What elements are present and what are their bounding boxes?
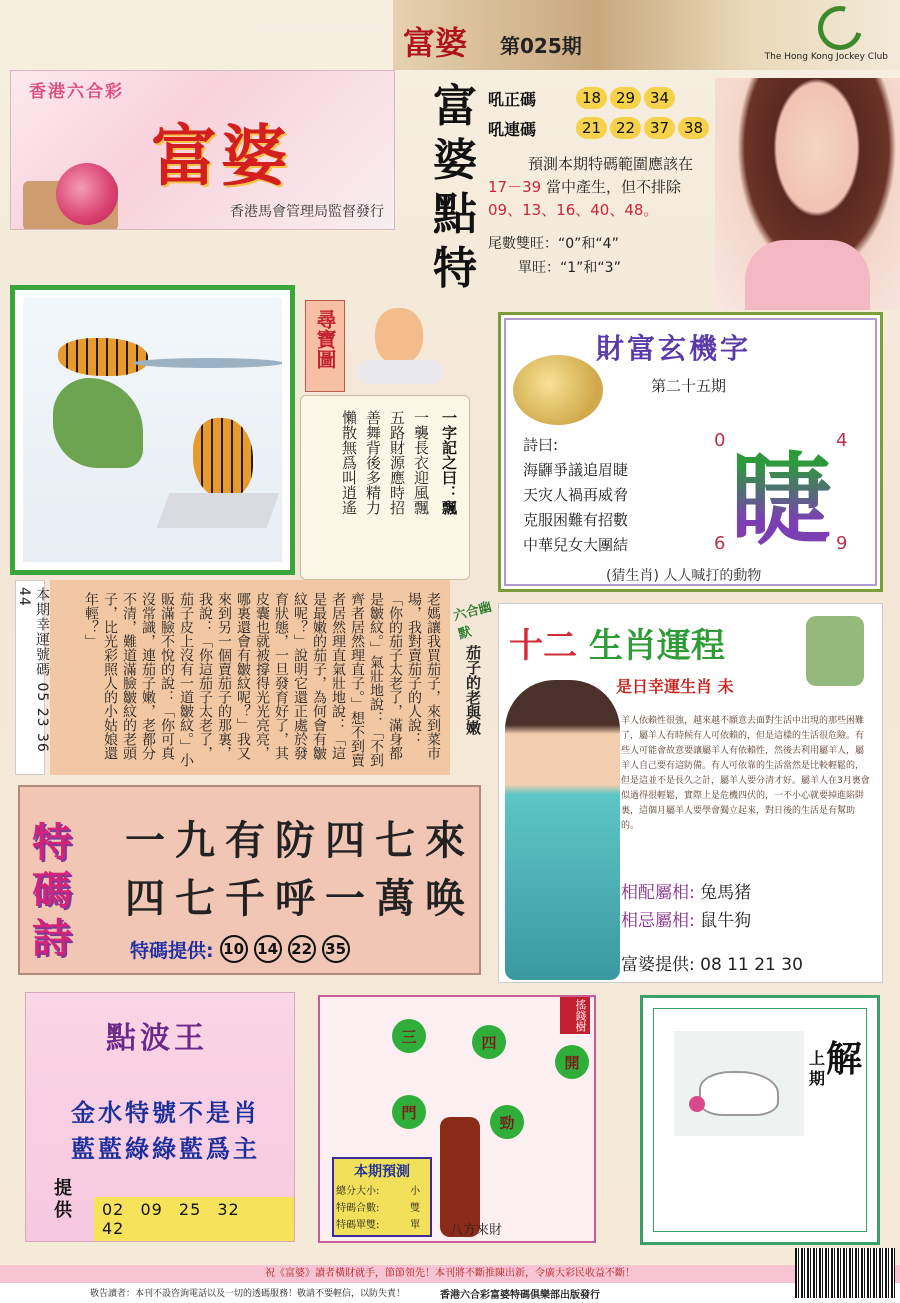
lucky-numbers-text [16, 587, 52, 774]
fortune-char: 特 [433, 243, 477, 294]
corner-number: 4 [836, 430, 848, 451]
lucky-numbers-box [15, 580, 50, 775]
wealth-riddle-box [498, 312, 883, 592]
wealth-issue: 第二十五期 [651, 377, 727, 395]
poem-title: 詩曰: [523, 436, 559, 454]
forecast-key: 特碼單雙: [336, 1220, 380, 1231]
clash-label: 相忌屬相: [621, 911, 695, 931]
logo-tagline: 香港六合彩 [29, 82, 124, 102]
cherub-body [375, 308, 423, 364]
riddle-big-character: 睫 [731, 420, 831, 564]
logo-title: 富婆 [151, 117, 291, 195]
ball-image [689, 1096, 705, 1112]
table-row [334, 1198, 430, 1215]
treasure-illustration [23, 298, 282, 562]
model-photo-top [715, 78, 900, 310]
forecast-key: 總分大小: [336, 1186, 380, 1197]
number-ball: 34 [644, 87, 675, 109]
poem-line-1: 一九有防四七來 [125, 817, 475, 864]
forecast-value: 雙 [410, 1203, 421, 1214]
corner-number: 9 [836, 533, 848, 554]
special-code-poem [18, 785, 481, 975]
footer-bar [0, 1283, 900, 1303]
last-issue-label: 上期 [809, 1049, 826, 1088]
cloud-shape [357, 360, 443, 384]
tree-ball: 勁 [490, 1105, 524, 1139]
wave-number: 32 [217, 1200, 240, 1219]
answer-label: 解 [826, 1038, 863, 1080]
riddle-hint: (猜生肖) 人人喊打的動物 [606, 568, 762, 584]
riddle-inner-frame [653, 1008, 867, 1232]
tree-ball: 四 [472, 1025, 506, 1059]
zodiac-description: 羊人依賴性很強，越來越不願意去面對生活中出現的那些困難了，屬羊人有時候有人可依賴的，但是這樣的生活很危險。有些人可能會故意要讓屬羊人有依賴性，然後去利用屬羊人，屬羊人自己要有這防備。有人可依靠的生活當然是比較輕鬆的，但是這並不是長久之計，屬羊人要分清才好。屬羊人在3月裏會似過得很輕鬆，實際上是危機四伏的，一不小心就要掉進陷阱裏，這個月屬羊人要學會獨立起來，對日後的生活是有幫助的。 [621, 716, 870, 831]
number-ball: 18 [576, 87, 607, 109]
coins-image [513, 355, 603, 425]
footer-banner [0, 1265, 900, 1283]
wave-provider-label: 提供 [54, 1178, 72, 1221]
treasure-label-box [305, 300, 345, 392]
lucky-label: 本期幸運號碼 [34, 587, 50, 677]
provider-numbers: 08 11 21 30 [700, 955, 803, 975]
poem-line: 一襲長衣迎風飄 [412, 410, 430, 515]
poem-line: 克服困難有招數 [523, 511, 629, 529]
fortune-char: 婆 [433, 135, 477, 186]
lion-image [193, 418, 253, 498]
prediction-range: 17－39 [488, 178, 542, 196]
footer-banner-text: 祝《富婆》讀者橫財就手，節節領先！本刊將不斷推陳出新，令廣大彩民收益不斷！ [265, 1268, 635, 1279]
model-photo-zodiac [505, 680, 620, 980]
shake-tree-label: 搖錢樹 [560, 997, 590, 1034]
wealth-title: 財富玄機字 [596, 332, 752, 365]
treasure-label: 尋寶圖 [313, 309, 337, 369]
circled-number: 10 [220, 935, 248, 963]
humor-story [50, 580, 450, 775]
paper-title: 富婆 [403, 24, 468, 62]
barcode-icon [795, 1248, 895, 1298]
logo-panel [10, 70, 395, 230]
zodiac-provider [621, 950, 803, 975]
table-row [334, 1181, 430, 1198]
wave-king-panel [25, 992, 295, 1242]
provider-label: 富婆提供: [621, 955, 695, 975]
poem-heading: 一字記之曰：飄 [440, 410, 458, 515]
stone-slab [157, 493, 280, 528]
main-numbers-label: 吼正碼 [488, 89, 537, 109]
wave-line-1: 金水特號不是肖 [71, 1099, 260, 1127]
tree-ball: 門 [392, 1095, 426, 1129]
zodiac-title-b: 生肖運程 [588, 626, 725, 666]
table-row [334, 1215, 430, 1232]
fortune-char: 富 [433, 81, 477, 132]
forecast-key: 特碼合數: [336, 1203, 380, 1214]
wave-number: 02 [102, 1200, 125, 1219]
side-char: 特 [32, 820, 72, 866]
number-ball: 22 [610, 117, 641, 139]
treasure-poem-scroll [300, 395, 470, 580]
fortune-vertical-title [425, 80, 485, 296]
dress-shape [745, 240, 870, 310]
circled-number: 35 [322, 935, 350, 963]
poem-line: 善舞背後多精力 [364, 410, 382, 515]
corner-number: 6 [714, 533, 726, 554]
tree-caption: 八方來財 [450, 1223, 503, 1238]
clash-value: 鼠牛狗 [700, 911, 752, 931]
prediction-line: 當中產生，但不排除 [545, 178, 681, 196]
rose-image [56, 163, 118, 225]
circled-number: 22 [288, 935, 316, 963]
combo-numbers-label: 吼連碼 [488, 119, 537, 139]
wave-number: 25 [178, 1200, 202, 1219]
zodiac-title-a: 十二 [509, 626, 577, 666]
number-ball: 29 [610, 87, 641, 109]
number-ball: 21 [576, 117, 607, 139]
wave-numbers [94, 1197, 294, 1241]
riddle-picture [674, 1031, 804, 1136]
issue-number: 第025期 [500, 34, 582, 58]
poem-line: 懶散無爲叫逍遙 [340, 410, 358, 515]
lucky-zodiac-line: 是日幸運生肖 未 [616, 677, 734, 696]
poem-line: 五路財源應時招 [388, 410, 406, 515]
side-char: 碼 [32, 868, 72, 914]
poem-line: 天灾人禍再威脅 [523, 486, 629, 504]
logo-publisher: 香港馬會管理局監督發行 [230, 204, 384, 220]
poem-line-2: 四七千呼一萬唤 [125, 875, 475, 922]
corner-number: 0 [714, 430, 726, 451]
money-tree-panel [318, 995, 596, 1243]
forecast-table [334, 1181, 430, 1232]
story-title-block [451, 599, 494, 775]
forecast-title: 本期預測 [354, 1164, 410, 1180]
match-label: 相配屬相: [621, 883, 695, 903]
wave-line-2: 藍藍綠綠藍爲主 [71, 1135, 260, 1163]
match-value: 兔馬猪 [700, 883, 752, 903]
tree-ball: 開 [555, 1045, 589, 1079]
tiger-image [58, 338, 148, 376]
lucky-numbers: 05 23 36 44 [16, 587, 50, 753]
number-ball: 37 [644, 117, 675, 139]
poem-side-title [30, 819, 74, 963]
wave-number: 42 [102, 1219, 125, 1238]
story-tag: 六合幽默 [451, 599, 494, 643]
forecast-value: 單 [410, 1220, 421, 1231]
zodiac-title [509, 618, 725, 667]
money-fist-icon [806, 616, 864, 686]
rock-image [53, 378, 143, 468]
poem-line: 海鼲爭議追眉睫 [523, 461, 629, 479]
tree-ball: 三 [392, 1019, 426, 1053]
tails-double: 尾數雙旺：“0”和“4” [488, 236, 619, 252]
club-name: The Hong Kong Jockey Club [764, 52, 888, 62]
cherub-image [355, 288, 445, 388]
prediction-exceptions: 09、13、16、40、48。 [488, 201, 659, 219]
number-ball: 38 [678, 117, 709, 139]
poem-provider-label: 特碼提供: [130, 939, 214, 962]
circled-number: 14 [254, 935, 282, 963]
footer-notice: 敬告讀者：本刊不設咨詢電話以及一切的透碼服務！敬請不要輕信，以防失責！ [90, 1289, 406, 1299]
prediction-line: 預測本期特碼範圍應該在 [528, 155, 694, 173]
tails-single: 單旺：“1”和“3” [518, 260, 621, 276]
bear-image [699, 1071, 779, 1116]
story-title: 茄子的老與嫩 [464, 645, 482, 735]
mountain-line [133, 358, 282, 368]
poem-provider [130, 935, 350, 963]
footer-publisher: 香港六合彩富婆特碼俱樂部出版發行 [440, 1290, 600, 1301]
header-banner [393, 0, 900, 70]
wave-title: 點波王 [106, 1021, 208, 1056]
forecast-value: 小 [410, 1186, 421, 1197]
fortune-char: 點 [433, 189, 477, 240]
treasure-map-frame [10, 285, 295, 575]
last-issue-answer [640, 995, 880, 1245]
hkjc-logo-icon [810, 0, 870, 58]
forecast-box [332, 1157, 432, 1237]
zodiac-match-block [621, 879, 751, 935]
poem-line: 中華兒女大團結 [523, 536, 629, 554]
wave-number: 09 [140, 1200, 163, 1219]
story-text: 老媽讓我買茄子，來到菜市場，我對賣茄子的人說：「你的茄子太老了，滿身都是皺紋。」氣壯地說：「不到齊者居然理直子。」想不到賣者居然理直氣壯地說：「這是最嫩的茄子，為何會有皺紋呢？」說明它還正處於發育狀態，一旦發育好了，其皮囊也就被撐得光光亮亮，哪裏還會有皺紋呢？」我又來到另一個賣茄子的那裏，我說：「你這茄子太老了，茄子皮上沒有一道皺紋。」小販滿臉不悅的說：「你可真沒常識，連茄子嫩，老都分不清，難道滿臉皺紋的老頭子，比光彩照人的小姑娘還年輕？」 [83, 592, 441, 767]
side-char: 詩 [32, 916, 72, 962]
wealth-poem [523, 433, 628, 558]
